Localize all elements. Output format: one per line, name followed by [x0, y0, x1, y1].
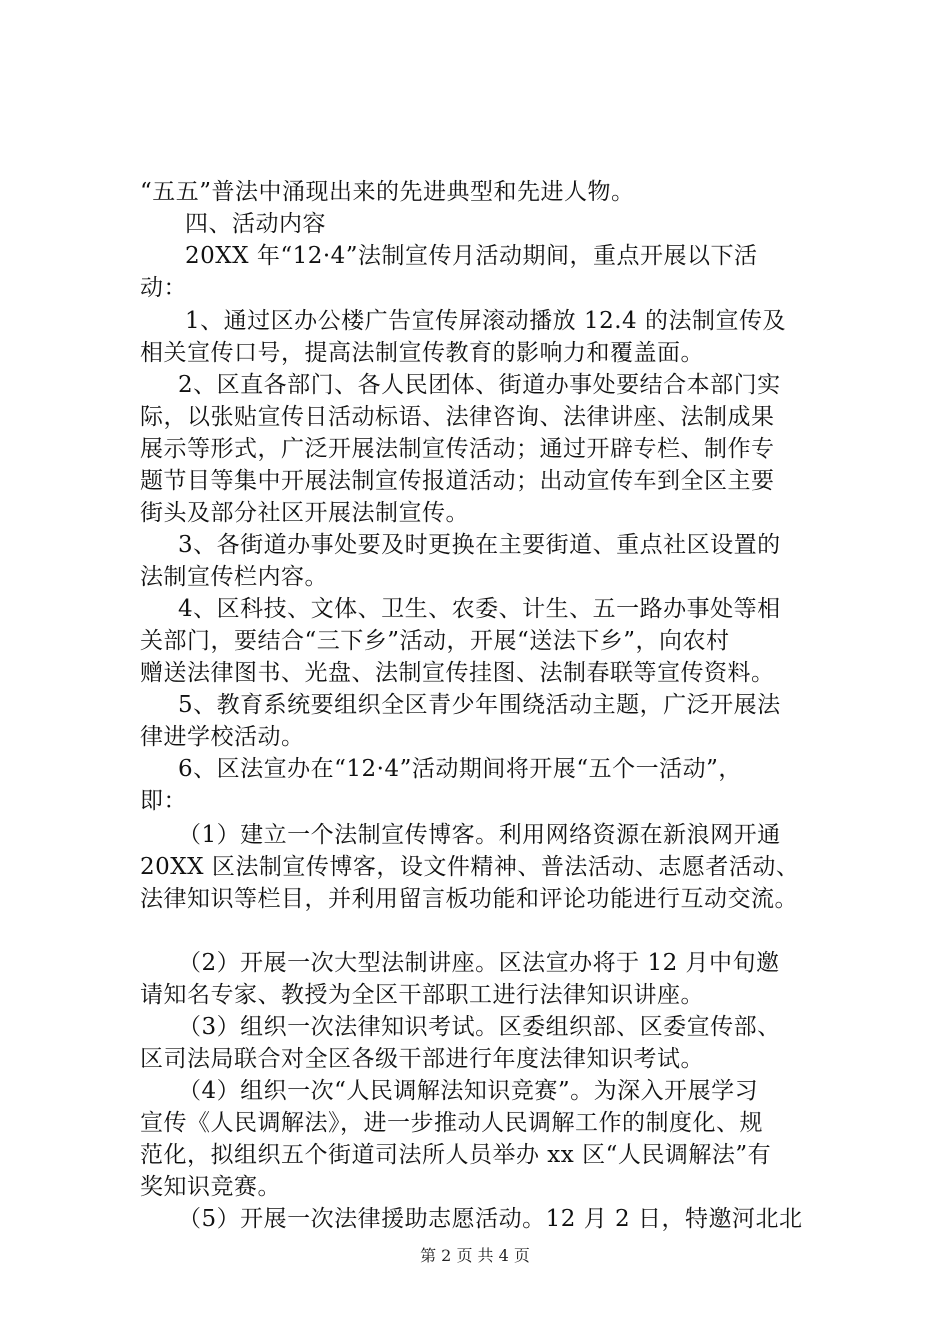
text-line: 请知名专家、教授为全区干部职工进行法律知识讲座。: [140, 982, 704, 1008]
text-line: 相关宣传口号，提高法制宣传教育的影响力和覆盖面。: [140, 340, 704, 366]
text-line: 1、通过区办公楼广告宣传屏滚动播放 12.4 的法制宣传及: [185, 308, 786, 334]
text-line: 20XX 年“12·4”法制宣传月活动期间，重点开展以下活: [185, 243, 758, 269]
text-line: 范化，拟组织五个街道司法所人员举办 xx 区“人民调解法”有: [140, 1142, 772, 1168]
text-line: 6、区法宣办在“12·4”活动期间将开展“五个一活动”，: [178, 756, 742, 782]
text-line: 展示等形式，广泛开展法制宣传活动；通过开辟专栏、制作专: [140, 436, 775, 462]
text-line: 5、教育系统要组织全区青少年围绕活动主题，广泛开展法: [178, 692, 781, 718]
text-line: 赠送法律图书、光盘、法制宣传挂图、法制春联等宣传资料。: [140, 660, 775, 686]
text-line: 法制宣传栏内容。: [140, 564, 328, 590]
text-line: （1）建立一个法制宣传博客。利用网络资源在新浪网开通: [178, 822, 781, 848]
text-line: 际，以张贴宣传日活动标语、法律咨询、法律讲座、法制成果: [140, 404, 775, 430]
text-line: 关部门，要结合“三下乡”活动，开展“送法下乡”，向农村: [140, 628, 730, 654]
text-line: “五五”普法中涌现出来的先进典型和先进人物。: [140, 179, 635, 205]
page-footer: 第 2 页 共 4 页: [420, 1246, 530, 1265]
text-line: 动：: [140, 275, 187, 301]
text-line: （3）组织一次法律知识考试。区委组织部、区委宣传部、: [178, 1014, 781, 1040]
text-line: 律进学校活动。: [140, 724, 305, 750]
text-line: 即：: [140, 788, 187, 814]
text-line: （4）组织一次“人民调解法知识竞赛”。为深入开展学习: [178, 1078, 759, 1104]
text-line: 2、区直各部门、各人民团体、街道办事处要结合本部门实: [178, 372, 781, 398]
text-line: 区司法局联合对全区各级干部进行年度法律知识考试。: [140, 1046, 704, 1072]
text-line: （2）开展一次大型法制讲座。区法宣办将于 12 月中旬邀: [178, 950, 780, 976]
text-line: 4、区科技、文体、卫生、农委、计生、五一路办事处等相: [178, 596, 781, 622]
text-line: 街头及部分社区开展法制宣传。: [140, 500, 469, 526]
text-line: （5）开展一次法律援助志愿活动。12 月 2 日，特邀河北北: [178, 1206, 803, 1232]
text-line: 宣传《人民调解法》，进一步推动人民调解工作的制度化、规: [140, 1110, 763, 1136]
text-line: 奖知识竞赛。: [140, 1174, 281, 1200]
text-line: 3、各街道办事处要及时更换在主要街道、重点社区设置的: [178, 532, 781, 558]
section-heading: 四、活动内容: [185, 211, 326, 237]
text-line: 20XX 区法制宣传博客，设文件精神、普法活动、志愿者活动、: [140, 854, 800, 880]
text-line: 题节目等集中开展法制宣传报道活动；出动宣传车到全区主要: [140, 468, 775, 494]
text-line: 法律知识等栏目，并利用留言板功能和评论功能进行互动交流。: [140, 886, 798, 912]
